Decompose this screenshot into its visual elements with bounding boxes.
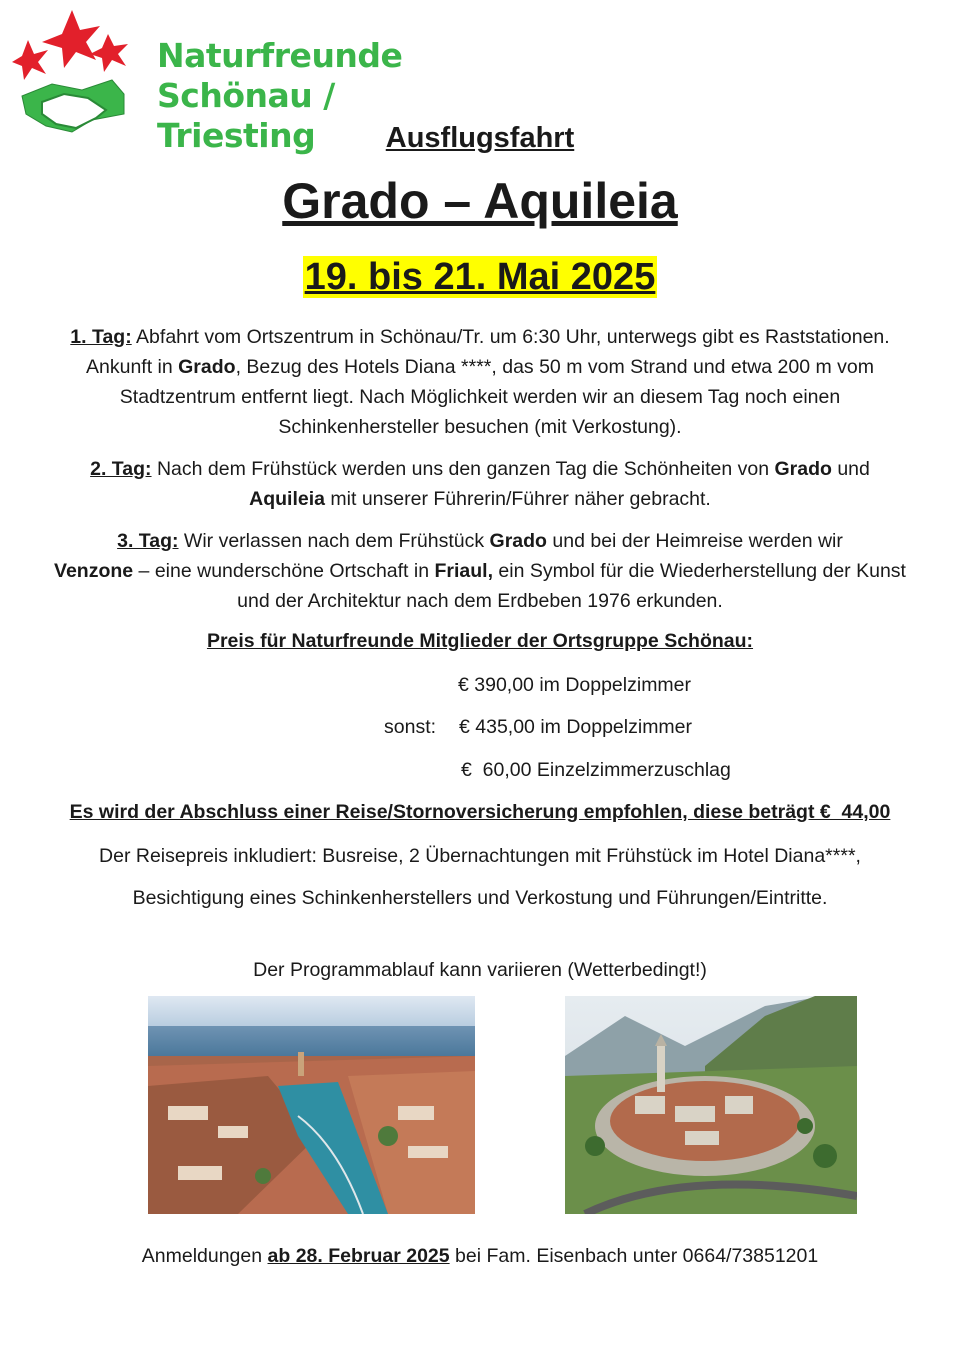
- day-2-text-c: und: [831, 458, 870, 480]
- day-3-text-c: und bei der Heimreise werden wir: [546, 530, 843, 552]
- day-3-venzone: Venzone: [54, 560, 134, 582]
- day-1-paragraph: [50, 322, 910, 442]
- event-title: Grado – Aquileia: [282, 173, 678, 229]
- registration-text-a: Anmeldungen: [141, 1245, 268, 1267]
- day-2-text-e: mit unserer Führerin/Führer näher gebracht.: [325, 488, 711, 510]
- day-2-grado: Grado: [774, 458, 832, 480]
- other-price: € 435,00 im Doppelzimmer: [459, 716, 693, 738]
- event-dates: [0, 256, 960, 299]
- registration-date: ab 28. Februar 2025: [267, 1245, 450, 1267]
- insurance-note: Es wird der Abschluss einer Reise/Stornoversicherung empfohlen, diese beträgt € 44,00: [69, 801, 891, 823]
- day-2-text-a: Nach dem Frühstück werden uns den ganzen Tag die Schönheiten von: [151, 458, 775, 480]
- single-supplement: € 60,00 Einzelzimmerzuschlag: [461, 759, 731, 781]
- day-1-grado: Grado: [178, 356, 236, 378]
- day-2-aquileia: Aquileia: [249, 488, 325, 510]
- day-2-paragraph: [50, 454, 910, 514]
- day-3-friaul: Friaul,: [434, 560, 493, 582]
- program-note: Der Programmablauf kann variieren (Wetterbedingt!): [253, 959, 707, 981]
- price-heading: Preis für Naturfreunde Mitglieder der Ortsgruppe Schönau:: [206, 630, 754, 652]
- handshake-flowers-icon: [12, 10, 142, 135]
- day-3-label: 3. Tag:: [117, 530, 179, 552]
- included-line-1: Der Reisepreis inkludiert: Busreise, 2 Übernachtungen mit Frühstück im Hotel Diana****,: [99, 845, 861, 867]
- included-line-2: Besichtigung eines Schinkenherstellers und Verkostung und Führungen/Eintritte.: [132, 887, 828, 909]
- event-subtitle: Ausflugsfahrt: [385, 122, 575, 154]
- day-3-text-g: ein Symbol für die Wiederherstellung der Kunst und der Architektur nach dem Erdbeben 1976 erkunden.: [237, 560, 906, 612]
- other-price-label: sonst:: [384, 716, 437, 738]
- registration-line: [0, 1245, 960, 1268]
- day-1-text-a: Abfahrt vom Ortszentrum in Schönau/Tr. um 6:30 Uhr, unterwegs gibt es Raststationen. Ankunft in: [86, 326, 890, 378]
- naturfreunde-logo: [12, 10, 462, 155]
- day-2-label: 2. Tag:: [90, 458, 152, 480]
- day-1-label: 1. Tag:: [70, 326, 132, 348]
- event-dates-highlight: 19. bis 21. Mai 2025: [304, 256, 656, 298]
- day-3-grado: Grado: [489, 530, 547, 552]
- day-3-text-e: – eine wunderschöne Ortschaft in: [133, 560, 435, 582]
- venzone-photo: [565, 996, 857, 1214]
- grado-photo: [148, 996, 475, 1214]
- member-price: € 390,00 im Doppelzimmer: [458, 674, 692, 696]
- registration-text-b: bei Fam. Eisenbach unter 0664/73851201: [449, 1245, 819, 1267]
- day-1-text-c: , Bezug des Hotels Diana ****, das 50 m vom Strand und etwa 200 m vom Stadtzentrum entfernt liegt. Nach Möglichkeit werden wir an diesem Tag noch einen Schinkenhersteller besuchen (mit Verkostung).: [119, 356, 874, 438]
- logo-line-2: Schönau / Triesting: [157, 76, 335, 155]
- logo-line-1: Naturfreunde: [157, 36, 403, 75]
- day-3-paragraph: [50, 526, 910, 616]
- day-3-text-a: Wir verlassen nach dem Frühstück: [178, 530, 490, 552]
